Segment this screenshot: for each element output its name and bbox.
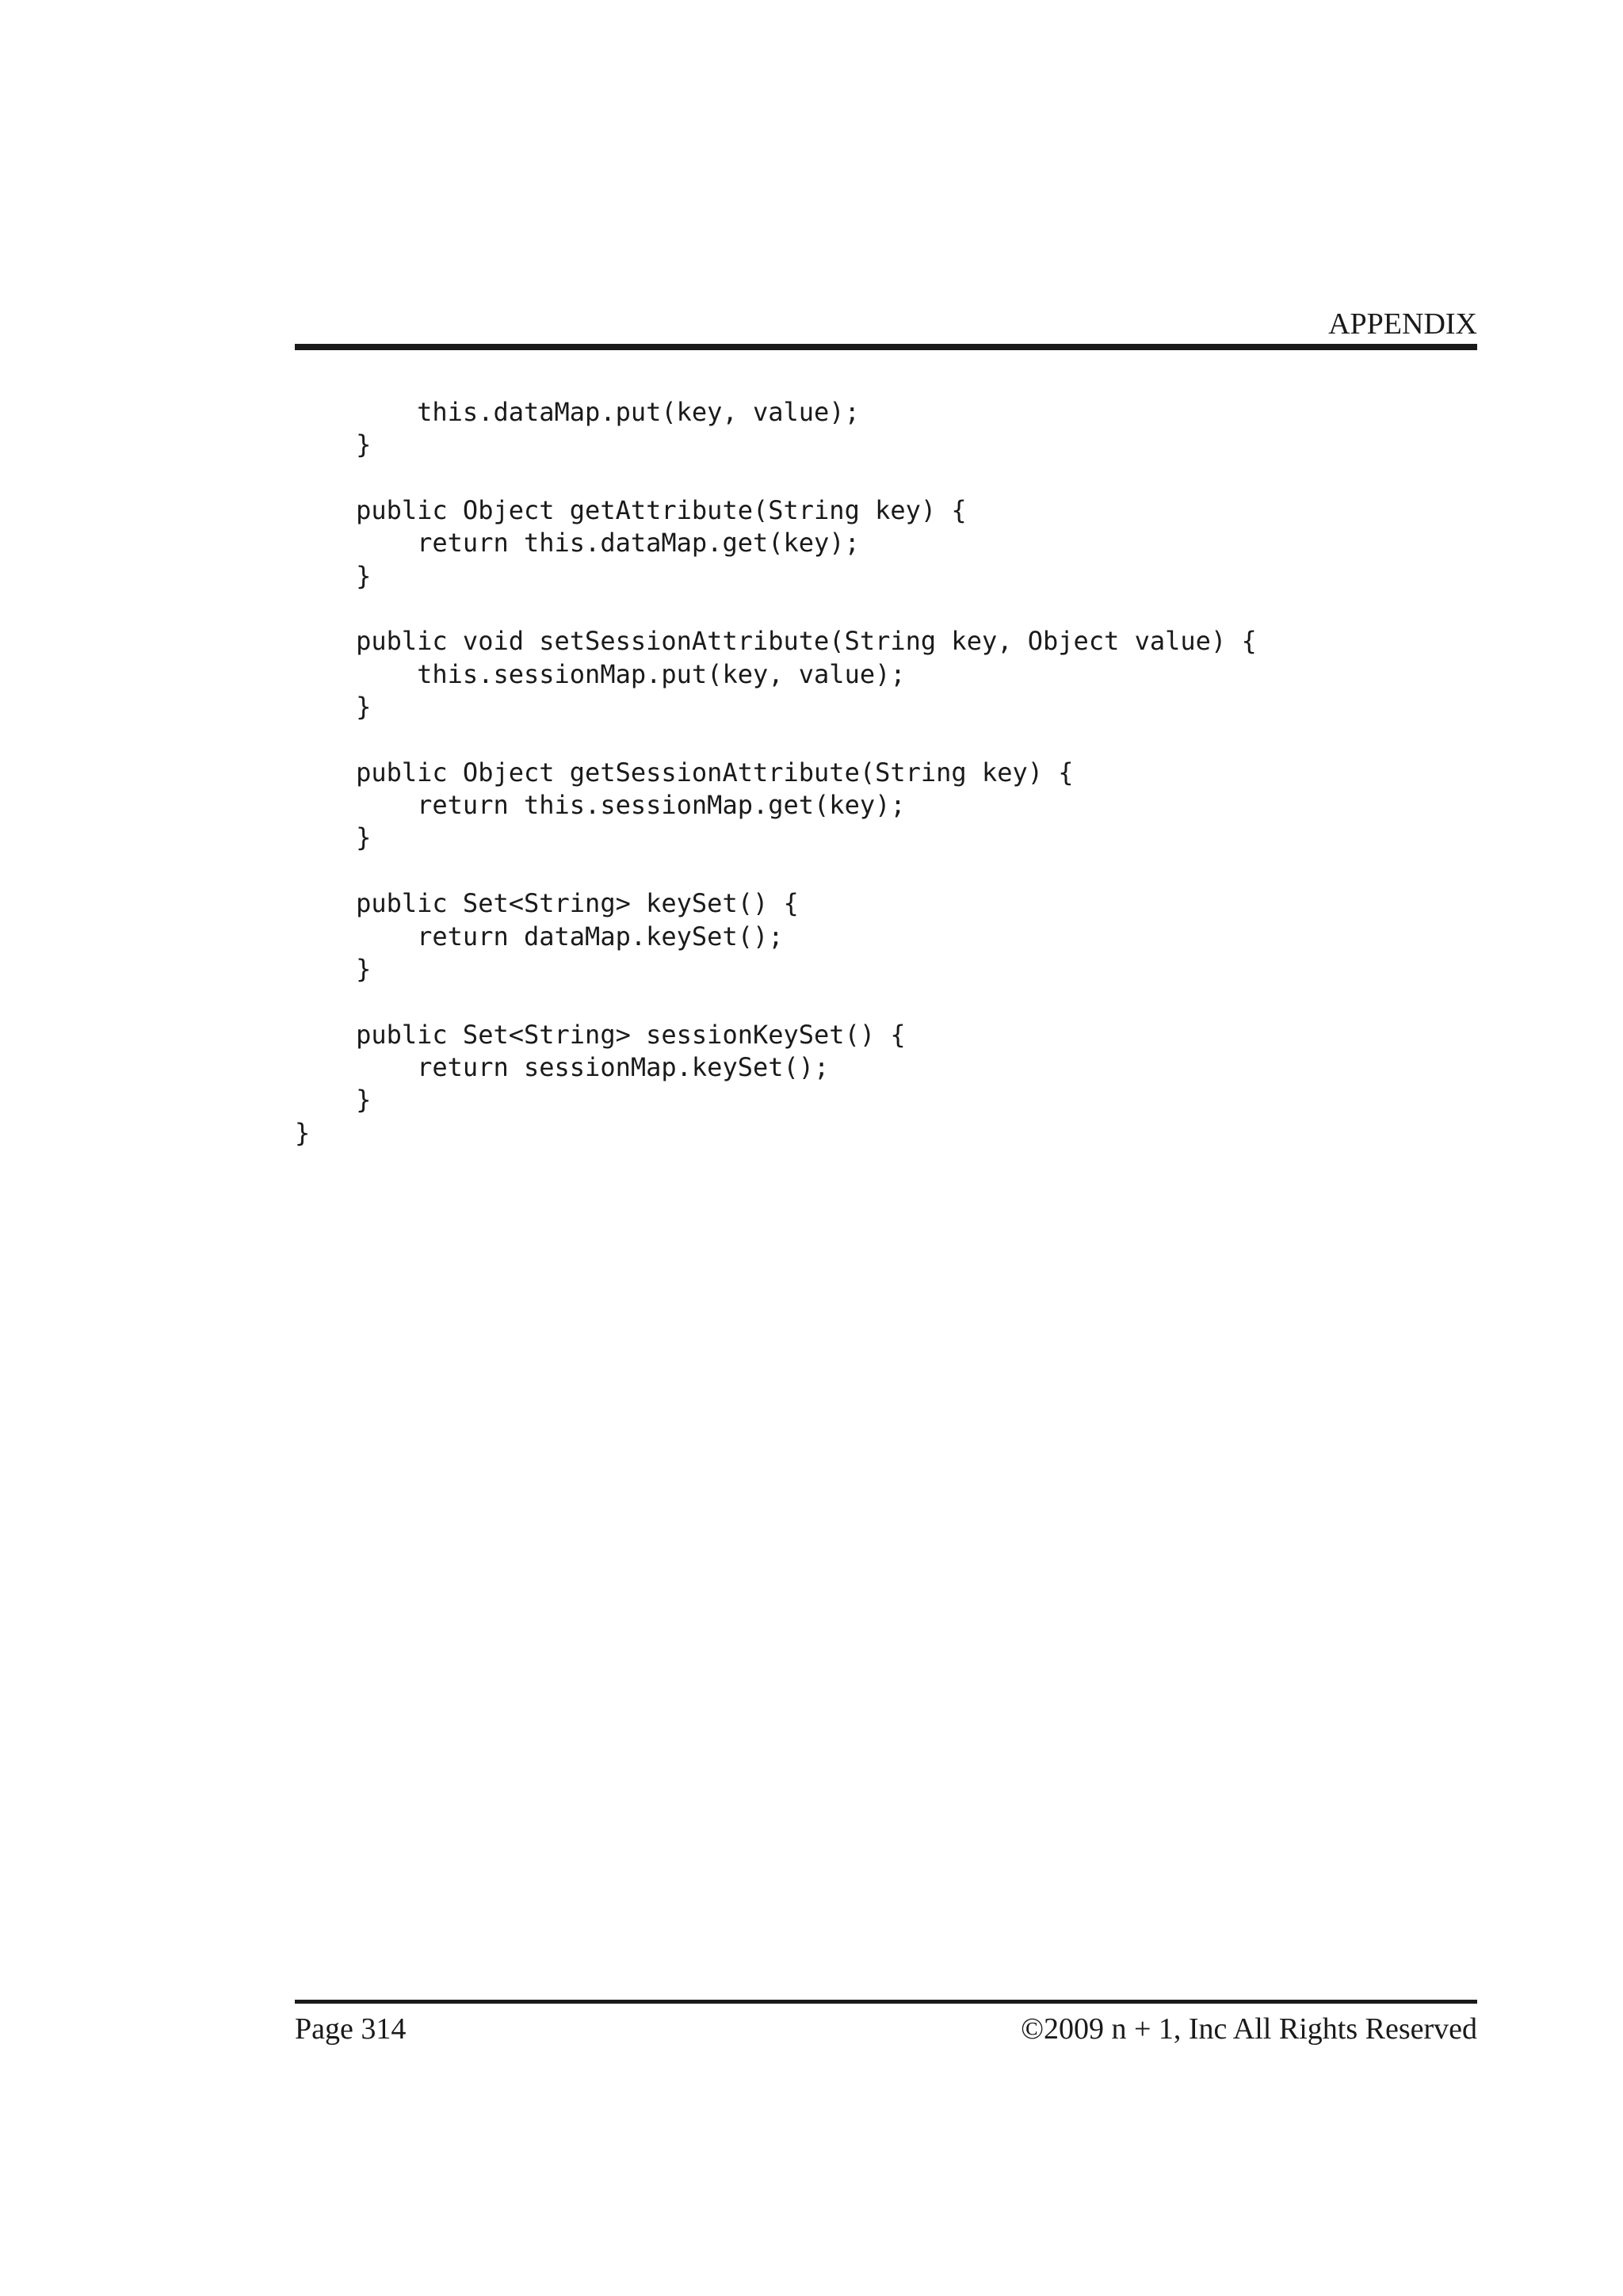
code-line: } xyxy=(295,429,372,460)
code-line: return sessionMap.keySet(); xyxy=(295,1051,830,1082)
code-line: } xyxy=(295,692,372,723)
footer-rule xyxy=(295,2000,1477,2004)
code-line: } xyxy=(295,1117,311,1148)
code-line: return dataMap.keySet(); xyxy=(295,921,784,952)
code-line: public Set<String> keySet() { xyxy=(295,888,799,919)
code-line xyxy=(295,986,1257,1018)
code-line: public Object getSessionAttribute(String key) { xyxy=(295,757,1074,788)
code-line xyxy=(295,855,1257,887)
code-line xyxy=(295,723,1257,756)
code-line: } xyxy=(295,953,372,984)
code-line: this.dataMap.put(key, value); xyxy=(295,397,860,427)
header-rule xyxy=(295,344,1477,350)
code-line: return this.sessionMap.get(key); xyxy=(295,790,906,821)
page-number: Page 314 xyxy=(295,2012,407,2046)
code-line xyxy=(295,462,1257,494)
code-line: public Set<String> sessionKeySet() { xyxy=(295,1019,906,1050)
code-line: public void setSessionAttribute(String key, Object value) { xyxy=(295,626,1257,657)
code-line: } xyxy=(295,822,372,853)
code-line: public Object getAttribute(String key) { xyxy=(295,495,967,526)
copyright-notice: ©2009 n + 1, Inc All Rights Reserved xyxy=(1021,2012,1477,2046)
code-line: return this.dataMap.get(key); xyxy=(295,528,860,559)
code-line xyxy=(295,593,1257,625)
code-line: this.sessionMap.put(key, value); xyxy=(295,658,906,689)
code-listing xyxy=(295,396,1257,1150)
code-line: } xyxy=(295,560,372,591)
running-header-title: APPENDIX xyxy=(1328,307,1477,341)
code-line: } xyxy=(295,1085,372,1116)
